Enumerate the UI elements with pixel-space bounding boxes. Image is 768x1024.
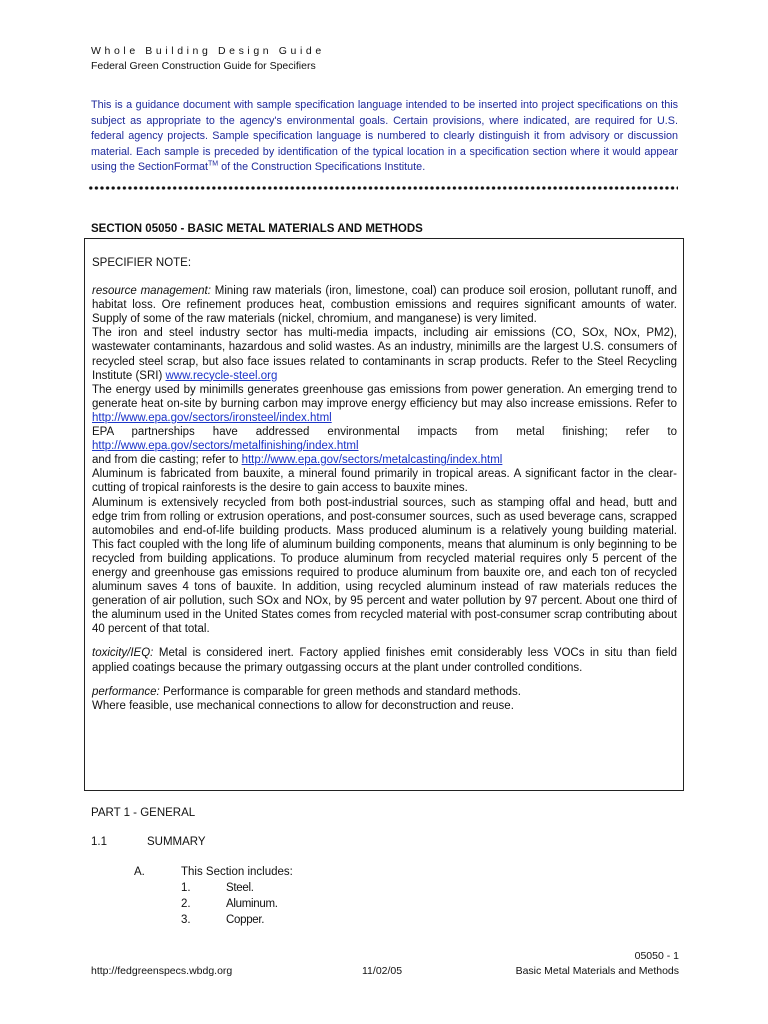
specifier-note-box <box>84 238 684 791</box>
resource-text: Mining raw materials (iron, limestone, coal) can produce soil erosion, pollutant runoff, and habitat loss. Ore refinement produces heat, combustion emissions and requires significant amounts of water. Supply of some of the raw materials (nickel, chromium, and manganese) is very limited. <box>92 285 677 326</box>
section-title: SECTION 05050 - BASIC METAL MATERIALS AND METHODS <box>91 223 423 235</box>
summary-number: 1.1 <box>91 836 107 848</box>
toxicity-paragraph <box>92 646 677 674</box>
bauxite-paragraph: Aluminum is fabricated from bauxite, a mineral found primarily in tropical areas. A significant factor in the clear-cutting of tropical rainforests is the desire to gain access to bauxite mines. <box>92 468 677 495</box>
performance-paragraph <box>92 685 677 699</box>
trademark-mark: TM <box>208 160 219 168</box>
intro-text: This is a guidance document with sample specification language intended to be inserted into project specifications on this subject as appropriate to the agency's environmental goals. Certain provisions, where indicated, are required for U.S. federal agency projects. Sample specification language is numbered to clearly distinguish it from advisory or discussion material. Each sample is preceded by identification of the typical location in a specification section where it would appear using the SectionFormat <box>91 99 678 173</box>
energy-text: The energy used by minimills generates greenhouse gas emissions from power generation. An emerging trend to generate heat on-site by burning carbon may improve energy efficiency but may also increase emissions. Refer to <box>92 383 677 410</box>
metalcasting-link[interactable]: http://www.epa.gov/sectors/metalcasting/index.html <box>241 454 503 467</box>
performance-label: performance: <box>92 685 160 698</box>
guide-subtitle: Federal Green Construction Guide for Specifiers <box>91 60 316 72</box>
footer-date: 11/02/05 <box>362 965 403 977</box>
guide-title: Whole Building Design Guide <box>91 45 325 57</box>
summary-label: SUMMARY <box>147 836 206 848</box>
diecasting-text: and from die casting; refer to <box>92 454 242 467</box>
metalfinishing-link[interactable]: http://www.epa.gov/sectors/metalfinishing/index.html <box>92 440 359 453</box>
performance-text: Performance is comparable for green methods and standard methods. <box>159 685 521 698</box>
list-item-number: 2. <box>181 898 191 910</box>
resource-label: resource management: <box>92 285 211 298</box>
list-item-number: 1. <box>181 882 191 894</box>
specifier-note-heading: SPECIFIER NOTE: <box>92 257 192 269</box>
intro-text-end: of the Construction Specifications Institute. <box>218 161 426 173</box>
epa-text: EPA partnerships have addressed environmental impacts from metal finishing; refer to <box>92 426 677 439</box>
epa-paragraph <box>92 425 677 453</box>
list-item-copper: Copper. <box>226 914 265 926</box>
resource-management-paragraph <box>92 284 677 326</box>
diecasting-paragraph <box>92 453 677 467</box>
footer-title: Basic Metal Materials and Methods <box>515 965 679 977</box>
iron-steel-text: The iron and steel industry sector has multi-media impacts, including air emissions (CO, SOx, NOx, PM2), wastewater contaminants, hazardous and solid wastes. As an industry, minimills are the largest U.S. consumers of recycled steel scrap, but also face issues related to contaminants in scrap products. Refer to the Steel Recycling Institute (SRI) <box>92 327 677 382</box>
intro-paragraph <box>91 98 678 176</box>
dotted-divider <box>88 186 678 190</box>
toxicity-label: toxicity/IEQ: <box>92 647 154 660</box>
energy-paragraph <box>92 383 677 425</box>
list-item-aluminum: Aluminum. <box>226 898 278 910</box>
footer-page-number: 05050 - 1 <box>634 950 679 962</box>
item-a-label: A. <box>134 866 145 878</box>
list-item-steel: Steel. <box>226 882 254 894</box>
aluminum-paragraph: Aluminum is extensively recycled from both post-industrial sources, such as stamping offal and head, butt and edge trim from rolling or extrusion operations, and post-consumer sources, such as used beverage cans, scrapped automobiles and end-of-life building products. Mass produced aluminum is a relatively young building material. This fact coupled with the long life of aluminum building components, means that aluminum is only beginning to be recycled from building applications. To produce aluminum from recycled material requires only 5 percent of the energy and greenhouse gas emissions required to produce aluminum from bauxite ore, and each ton of recycled aluminum saves 4 tons of bauxite. In addition, using recycled aluminum instead of raw materials reduces the generation of air pollution, such SOx and NOx, by 95 percent and water pollution by 97 percent. About one third of the aluminum used in the United States comes from recycled material with post-consumer scrap contributing about 40 percent of that total. <box>92 496 677 636</box>
item-a-text: This Section includes: <box>181 866 293 878</box>
footer-url: http://fedgreenspecs.wbdg.org <box>91 965 233 977</box>
list-item-number: 3. <box>181 914 191 926</box>
part-1-title: PART 1 - GENERAL <box>91 807 196 819</box>
iron-steel-paragraph <box>92 326 677 382</box>
sri-link[interactable]: www.recycle-steel.org <box>165 369 278 382</box>
ironsteel-link[interactable]: http://www.epa.gov/sectors/ironsteel/index.html <box>92 411 332 424</box>
feasible-paragraph: Where feasible, use mechanical connections to allow for deconstruction and reuse. <box>92 699 514 712</box>
toxicity-text: Metal is considered inert. Factory applied finishes emit considerably less VOCs in situ than field applied coatings because the primary outgassing occurs at the plant under controlled conditions. <box>92 647 677 674</box>
